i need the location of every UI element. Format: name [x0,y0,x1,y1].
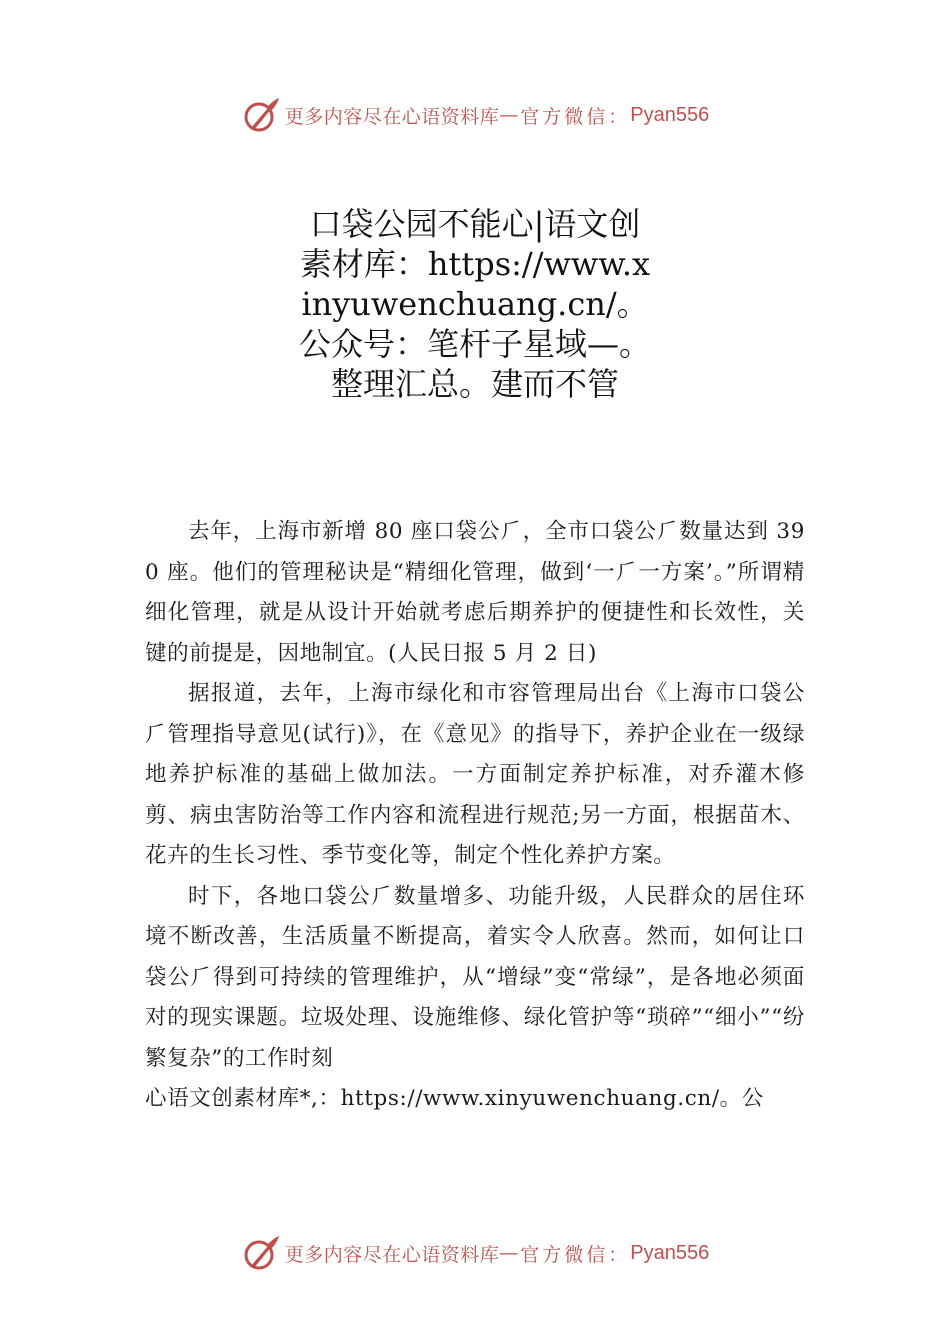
quill-logo-icon [241,95,281,135]
watermark-wechat-label: 官方微信： [520,1243,631,1266]
body-trailing-line: 心语文创素材库*,：https://www.xinyuwenchuang.cn/。公 [145,1086,764,1111]
body-paragraph: 时下，各地口袋公⺁数量增多、功能升级，人民群众的居住环境不断改善，生活质量不断提高，着实令人欣喜。然而，如何让口袋公⺁得到可持续的管理维护，从“增绿”变“常绿”，是各地必须面对的现实课题。垃圾处理、设施维修、绿化管护等“琐碎”“细小”“纷繁复杂”的工作时刻 [145,883,805,1071]
watermark-wechat-id: Pyan556 [630,103,710,126]
watermark-separator: — [499,104,519,126]
footer-watermark [0,1228,950,1278]
watermark-wechat-label: 官方微信： [520,105,631,128]
body-paragraph: 据报道，去年，上海市绿化和市容管理局出台《上海市口袋公⺁管理指导意见(试行)》，在《意见》的指导下，养护企业在一级绿地养护标准的基础上做加法。一方面制定养护标准，对乔灌木修剪、病虫害防治等工作内容和流程进行规范;另一方面，根据苗木、花卉的生长习性、季节变化等，制定个性化养护方案。 [145,681,805,868]
document-title: 口袋公园不能心|语文创素材库：https://www.xinyuwenchuang.cn/。公众号：笔杆子星域—。整理汇总。建而不管 [298,205,651,403]
watermark-wechat-id: Pyan556 [630,1241,710,1264]
body-paragraph: 去年，上海市新增 80 座口袋公⺁，全市口袋公⺁数量达到 390 座。他们的管理秘诀是“精细化管理，做到‘一⺁一方案’。”所谓精细化管理，就是从设计开始就考虑后期养护的便捷性和长效性，关键的前提是，因地制宜。(人民日报 5 月 2 日) [145,519,805,666]
watermark-slogan: 更多内容尽在心语资料库 [284,105,500,128]
quill-logo-icon [241,1233,281,1273]
header-watermark [0,90,950,140]
watermark-slogan: 更多内容尽在心语资料库 [284,1243,500,1266]
watermark-separator: — [499,1242,519,1264]
document-body [145,512,805,1120]
